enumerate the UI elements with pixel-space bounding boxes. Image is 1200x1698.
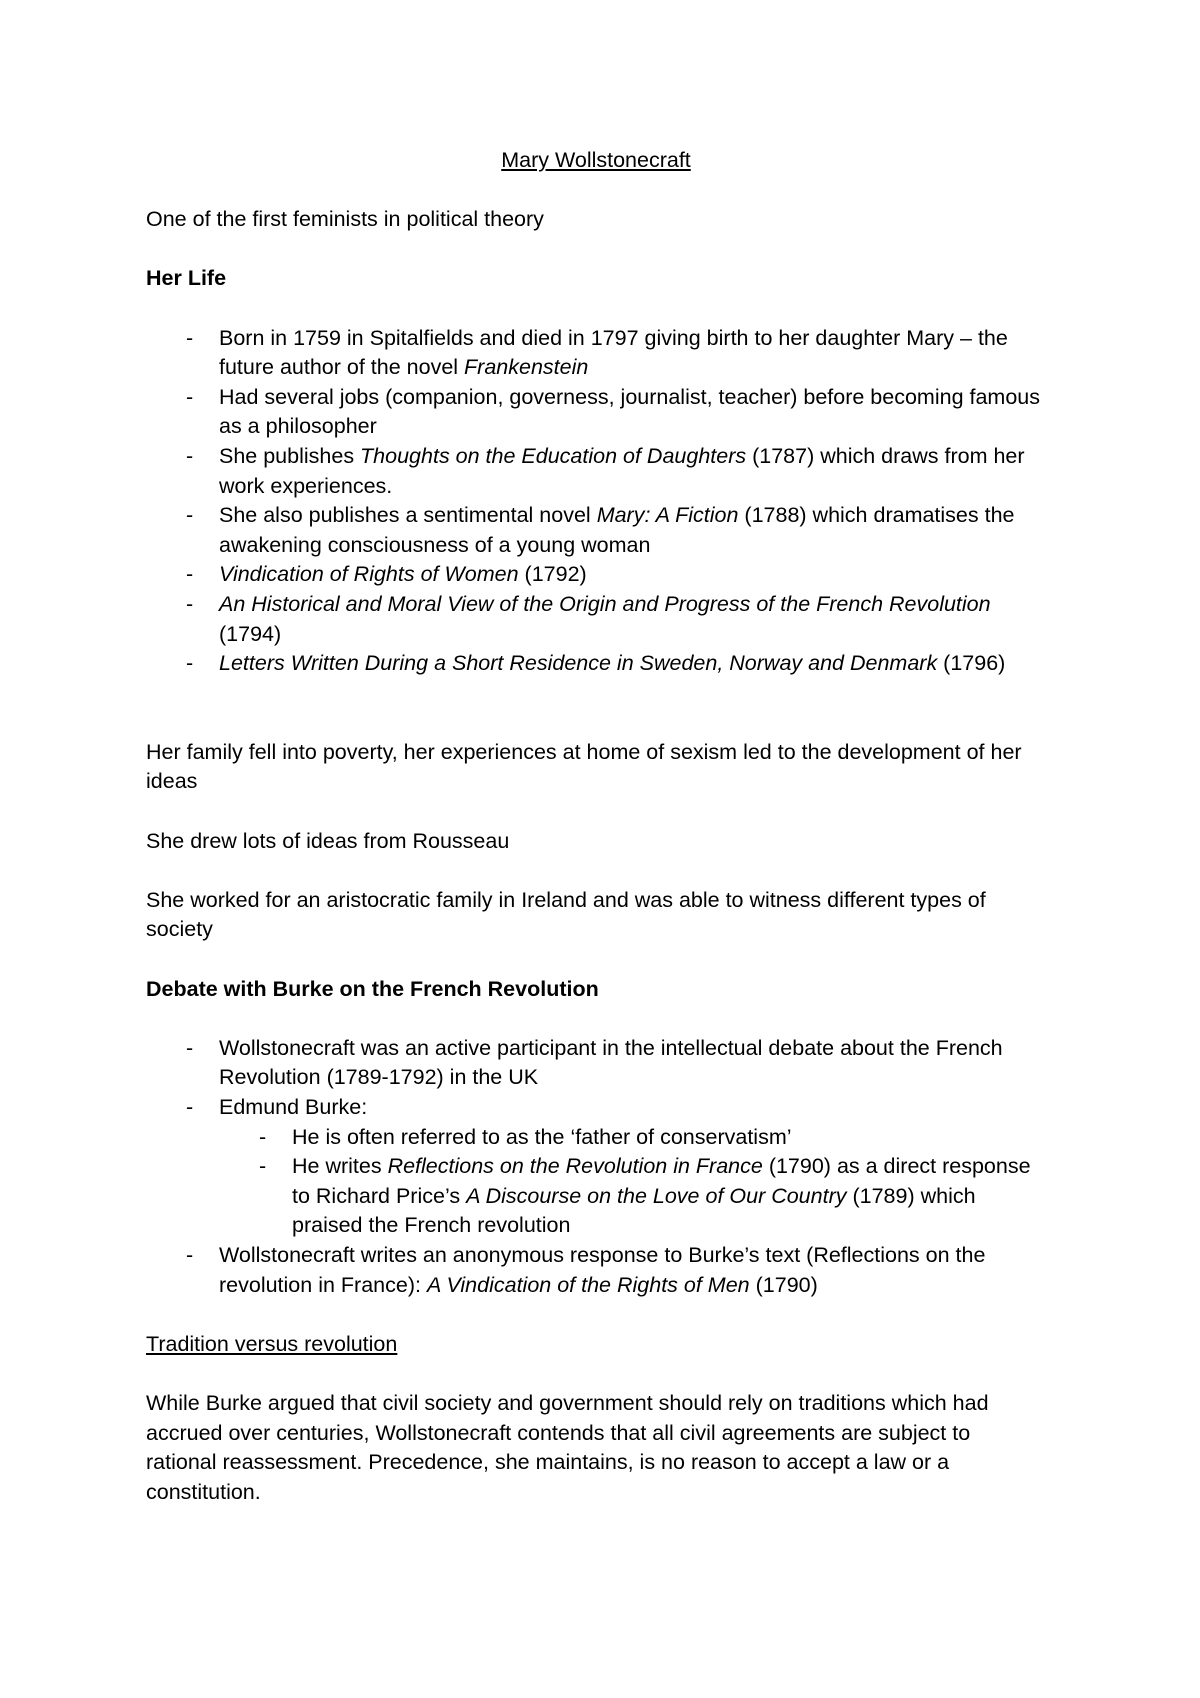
- intro-text: One of the first feminists in political theory: [146, 207, 544, 232]
- section-heading-debate: Debate with Burke on the French Revolution: [146, 976, 599, 1001]
- list-item: [146, 1093, 1046, 1241]
- life-list: [146, 324, 1046, 679]
- list-item: - She also publishes a sentimental novel Mary: A Fiction (1788) which dramatises the awakening consciousness of a young woman: [146, 501, 1046, 560]
- paragraph-ireland: She worked for an aristocratic family in Ireland and was able to witness different types of society: [146, 887, 986, 942]
- list-item: - Wollstonecraft writes an anonymous response to Burke’s text (Reflections on the revolution in France): A Vindication of the Rights of Men (1790): [146, 1241, 1046, 1300]
- list-item: - Vindication of Rights of Women (1792): [146, 560, 1046, 590]
- list-item: - She publishes Thoughts on the Education of Daughters (1787) which draws from her work experiences.: [146, 442, 1046, 501]
- list-item: - Born in 1759 in Spitalfields and died in 1797 giving birth to her daughter Mary – the future author of the novel Frankenstein: [146, 324, 1046, 383]
- list-item: - Had several jobs (companion, governess, journalist, teacher) before becoming famous as a philosopher: [146, 383, 1046, 442]
- paragraph-tradition: While Burke argued that civil society and government should rely on traditions which had accrued over centuries, Wollstonecraft contends that all civil agreements are subject to rational reassessment. Precedence, she maintains, is no reason to accept a law or a constitution.: [146, 1390, 989, 1504]
- sub-list-item: - He writes Reflections on the Revolution in France (1790) as a direct response to Richard Price’s A Discourse on the Love of Our Country (1789) which praised the French revolution: [219, 1152, 1046, 1241]
- document-title: Mary Wollstonecraft: [501, 148, 691, 172]
- paragraph-rousseau: She drew lots of ideas from Rousseau: [146, 828, 510, 853]
- paragraph-family: Her family fell into poverty, her experiences at home of sexism led to the development of her ideas: [146, 739, 1022, 794]
- burke-sublist: [219, 1123, 1046, 1241]
- list-item: - An Historical and Moral View of the Origin and Progress of the French Revolution (1794): [146, 590, 1046, 649]
- list-item: - Letters Written During a Short Residence in Sweden, Norway and Denmark (1796): [146, 649, 1046, 679]
- document-body: [146, 146, 1046, 1537]
- section-heading-her-life: Her Life: [146, 266, 227, 291]
- section-heading-tradition: Tradition versus revolution: [146, 1331, 398, 1356]
- spacer: [146, 708, 1046, 738]
- debate-list: [146, 1034, 1046, 1300]
- burke-label: Edmund Burke:: [219, 1095, 368, 1119]
- list-item: - Wollstonecraft was an active participant in the intellectual debate about the French Revolution (1789-1792) in the UK: [146, 1034, 1046, 1093]
- sub-list-item: - He is often referred to as the ‘father of conservatism’: [219, 1123, 1046, 1153]
